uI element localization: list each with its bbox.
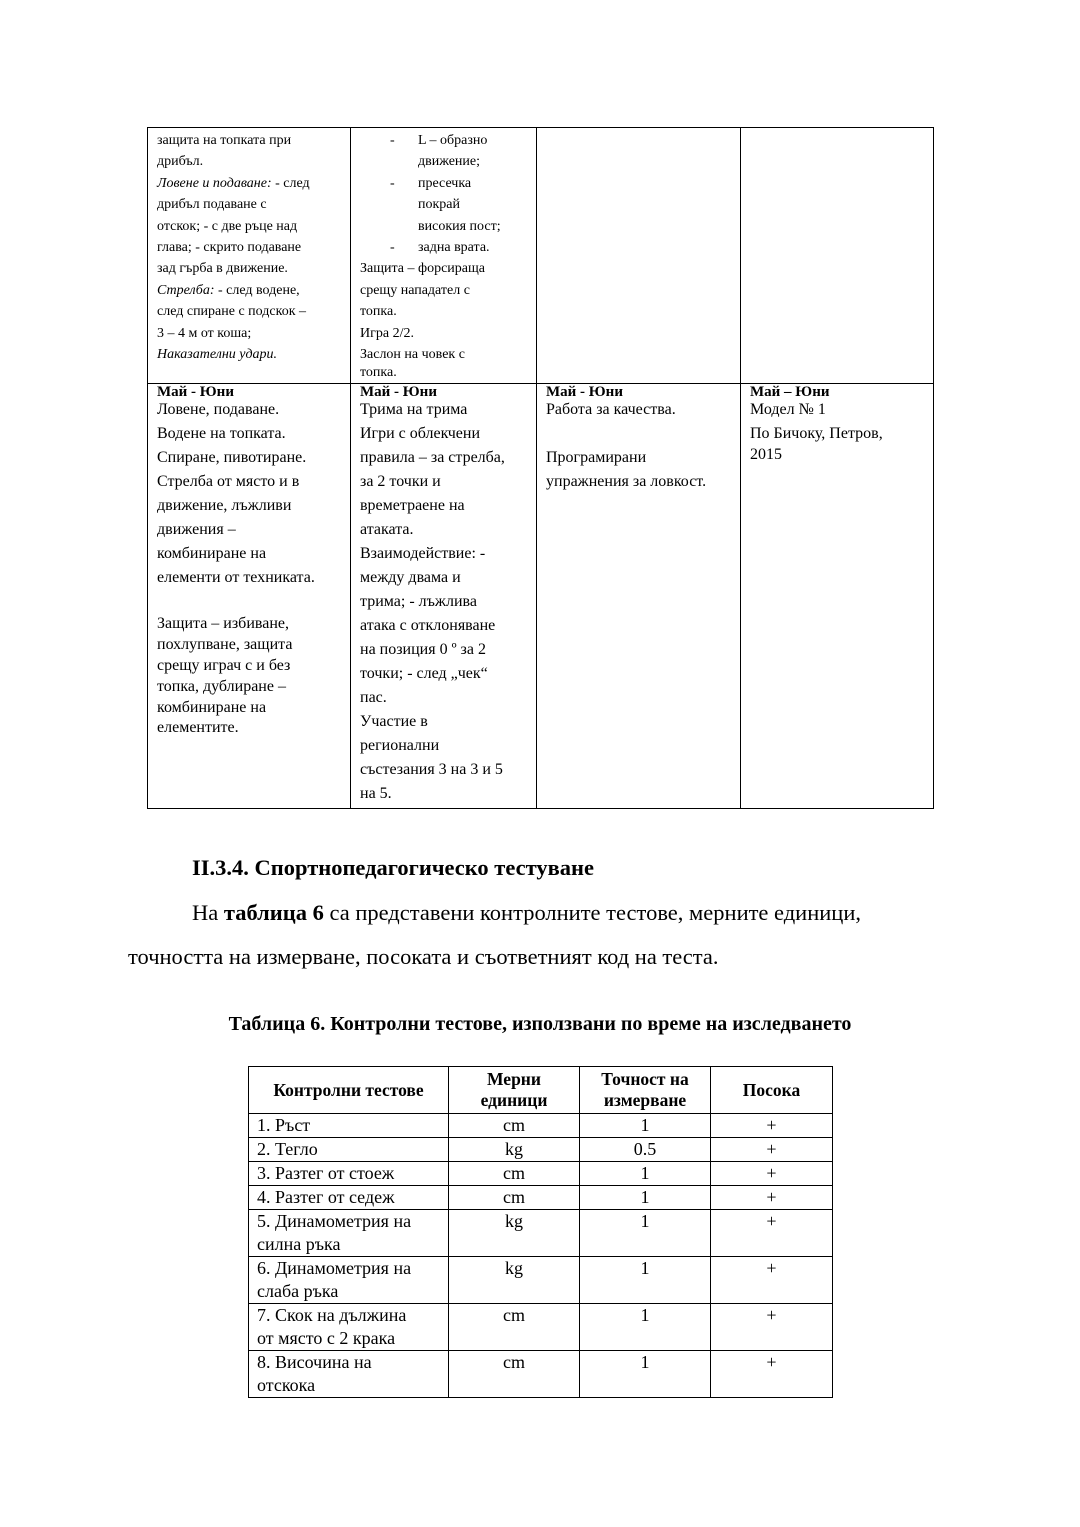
cell-line: комбиниране на — [157, 698, 267, 716]
test-precision: 1 — [580, 1257, 711, 1304]
header-precision — [580, 1067, 711, 1114]
plan-cell-tactics — [351, 128, 537, 384]
plan-cell-technique — [148, 128, 351, 384]
cell-line: топка. — [360, 365, 397, 381]
test-name-line: силна ръка — [257, 1234, 341, 1254]
cell-line: срещу играч с и без — [157, 657, 291, 675]
cell-line: регионални — [360, 737, 440, 755]
dash-bullet: - — [390, 133, 395, 148]
test-precision: 1 — [580, 1162, 711, 1186]
test-precision: 1 — [580, 1186, 711, 1210]
tactics-lines — [360, 398, 528, 806]
test-unit: cm — [449, 1304, 580, 1351]
cell-line: дрибъл. — [157, 154, 204, 170]
cell-line: защита на топката при — [157, 133, 292, 148]
section-heading: II.3.4. Спортнопедагогическо тестуване — [192, 855, 594, 880]
test-name — [249, 1351, 449, 1398]
table-row — [249, 1138, 833, 1162]
paragraph-line: точността на измерване, посоката и съответният код на теста. — [128, 944, 719, 969]
cell-line: Ловене, подаване. — [157, 401, 280, 419]
test-unit: cm — [449, 1162, 580, 1186]
cell-line: между двама и — [360, 569, 461, 587]
test-unit: kg — [449, 1138, 580, 1162]
table-row — [249, 1186, 833, 1210]
cell-text: пресечка — [418, 175, 472, 191]
test-name — [249, 1304, 449, 1351]
qualities-lines — [546, 398, 732, 494]
test-unit: cm — [449, 1351, 580, 1398]
cell-line: точки; - след „чек“ — [360, 665, 488, 683]
test-precision: 1 — [580, 1304, 711, 1351]
test-direction: + — [711, 1210, 833, 1257]
cell-line: атака с отклоняване — [360, 617, 496, 635]
header-direction: Посока — [711, 1067, 833, 1114]
model-lines — [750, 398, 925, 464]
test-precision: 0.5 — [580, 1138, 711, 1162]
paragraph-text: са представени контролните тестове, мерните единици, — [323, 900, 862, 925]
test-name: 2. Тегло — [249, 1138, 449, 1162]
plan-cell-technique — [148, 384, 351, 809]
dash-spacer — [360, 194, 418, 215]
cell-line: Взаимодействие: - — [360, 545, 486, 563]
cell-line: Водене на топката. — [157, 425, 286, 443]
table-row — [249, 1162, 833, 1186]
test-unit: kg — [449, 1210, 580, 1257]
cell-text: - след — [271, 175, 310, 191]
plan-cell-empty — [537, 128, 741, 384]
table-reference: таблица 6 — [223, 900, 324, 925]
cell-line: Игри с облекчени — [360, 425, 481, 443]
training-plan-table — [147, 127, 934, 809]
cell-line: елементите. — [157, 719, 239, 737]
paragraph-text: На — [192, 900, 224, 925]
cell-line: трима; - лъжлива — [360, 593, 477, 611]
header-text: Мерни — [487, 1069, 541, 1089]
cell-line: на 5. — [360, 785, 392, 803]
test-direction: + — [711, 1257, 833, 1304]
spacer — [546, 422, 732, 446]
plan-cell-qualities — [537, 384, 741, 809]
plan-cell-empty — [741, 128, 934, 384]
header-text: Точност на — [601, 1069, 689, 1089]
catch-pass-label: Ловене и подаване: — [157, 175, 272, 191]
cell-line: елементи от техниката. — [157, 569, 315, 587]
dash-item — [360, 130, 528, 151]
control-tests-table — [248, 1066, 833, 1398]
test-precision: 1 — [580, 1210, 711, 1257]
plan-cell-tactics — [351, 384, 537, 809]
table-caption: Таблица 6. Контролни тестове, използвани по време на изследването — [228, 1013, 852, 1035]
test-name: 3. Разтег от стоеж — [249, 1162, 449, 1186]
test-direction: + — [711, 1114, 833, 1138]
dash-bullet: - — [390, 175, 395, 191]
plan-row-may-june — [148, 384, 934, 809]
technique-lines — [157, 398, 342, 614]
cell-text: - след водене, — [214, 282, 300, 298]
cell-line: отскок; - с две ръце над — [157, 218, 298, 234]
period-header: Май - Юни — [360, 384, 437, 401]
test-direction: + — [711, 1138, 833, 1162]
cell-line: 2015 — [750, 446, 782, 464]
test-name-line: отскока — [257, 1375, 316, 1395]
cell-line: след спиране с подскок – — [157, 304, 307, 320]
dash-item — [360, 173, 528, 194]
cell-line: атаката. — [360, 521, 414, 539]
test-direction: + — [711, 1351, 833, 1398]
test-direction: + — [711, 1186, 833, 1210]
header-unit — [449, 1067, 580, 1114]
spacer — [157, 590, 342, 614]
cell-line — [157, 280, 342, 301]
cell-line: Заслон на човек с — [360, 347, 465, 363]
test-name-line: 6. Динамометрия на — [257, 1258, 412, 1278]
cell-line: Спиране, пивотиране. — [157, 449, 307, 467]
cell-line: Работа за качества. — [546, 401, 676, 419]
dash-bullet: - — [390, 240, 395, 256]
cell-line: Защита – форсираща — [360, 261, 485, 277]
cell-text: високия пост; — [418, 218, 501, 234]
cell-text: покрай — [418, 197, 460, 213]
shooting-label: Стрелба: — [157, 282, 215, 298]
cell-line: Модел № 1 — [750, 401, 826, 419]
table-header-row — [249, 1067, 833, 1114]
header-test: Контролни тестове — [249, 1067, 449, 1114]
cell-line: пас. — [360, 689, 387, 707]
test-precision: 1 — [580, 1351, 711, 1398]
dash-spacer — [360, 151, 418, 172]
period-header: Май - Юни — [157, 384, 234, 401]
cell-line: Участие в — [360, 713, 428, 731]
test-name — [249, 1257, 449, 1304]
cell-line: състезания 3 на 3 и 5 — [360, 761, 503, 779]
cell-line: упражнения за ловкост. — [546, 473, 707, 491]
penalty-shots-label: Наказателни удари. — [157, 347, 278, 363]
cell-line: топка. — [360, 304, 397, 320]
paragraph-line — [192, 900, 861, 926]
test-name: 1. Ръст — [249, 1114, 449, 1138]
test-precision: 1 — [580, 1114, 711, 1138]
cell-line — [157, 173, 342, 194]
plan-row-continuation — [148, 128, 934, 384]
plan-cell-model — [741, 384, 934, 809]
test-name — [249, 1210, 449, 1257]
dash-spacer — [360, 216, 418, 237]
table-row — [249, 1304, 833, 1351]
test-name-line: 5. Динамометрия на — [257, 1211, 412, 1231]
table-row — [249, 1210, 833, 1257]
cell-line: движения – — [157, 521, 236, 539]
test-name-line: от място с 2 крака — [257, 1328, 396, 1348]
cell-line: Игра 2/2. — [360, 325, 414, 341]
dash-item-cont — [360, 216, 528, 237]
cell-line: По Бичоку, Петров, — [750, 425, 883, 443]
cell-line: похлупване, защита — [157, 636, 293, 654]
cell-line: комбиниране на — [157, 545, 267, 563]
cell-line: времетраене на — [360, 497, 465, 515]
cell-line: глава; - скрито подаване — [157, 240, 302, 256]
period-header: Май - Юни — [546, 384, 623, 401]
table-row — [249, 1114, 833, 1138]
cell-line: Стрелба от място и в — [157, 473, 300, 491]
test-unit: kg — [449, 1257, 580, 1304]
test-direction: + — [711, 1304, 833, 1351]
cell-line: движение, лъжливи — [157, 497, 292, 515]
cell-text: задна врата. — [418, 240, 490, 256]
cell-line: топка, дублиране – — [157, 677, 286, 695]
table-row — [249, 1257, 833, 1304]
period-header: Май – Юни — [750, 384, 830, 401]
cell-line: Защита – избиване, — [157, 615, 289, 633]
cell-line: правила – за стрелба, — [360, 449, 505, 467]
test-unit: cm — [449, 1186, 580, 1210]
cell-line: дрибъл подаване с — [157, 197, 267, 213]
test-name-line: слаба ръка — [257, 1281, 339, 1301]
cell-line: срещу нападател с — [360, 282, 470, 298]
cell-line: Програмирани — [546, 449, 647, 467]
header-text: измерване — [603, 1090, 687, 1110]
test-name: 4. Разтег от седеж — [249, 1186, 449, 1210]
test-direction: + — [711, 1162, 833, 1186]
cell-text: движение; — [418, 154, 481, 170]
test-unit: cm — [449, 1114, 580, 1138]
defense-lines — [157, 614, 342, 739]
dash-item-cont — [360, 151, 528, 172]
table-row — [249, 1351, 833, 1398]
cell-line: зад гърба в движение. — [157, 261, 288, 277]
dash-item — [360, 237, 528, 258]
cell-text: L – образно — [418, 133, 488, 148]
test-name-line: 7. Скок на дължина — [257, 1305, 407, 1325]
cell-line: за 2 точки и — [360, 473, 441, 491]
cell-line: 3 – 4 м от коша; — [157, 325, 252, 341]
cell-line: на позиция 0 º за 2 — [360, 641, 486, 659]
header-text: единици — [480, 1090, 548, 1110]
dash-item-cont — [360, 194, 528, 215]
cell-line: Трима на трима — [360, 401, 468, 419]
test-name-line: 8. Височина на — [257, 1352, 372, 1372]
